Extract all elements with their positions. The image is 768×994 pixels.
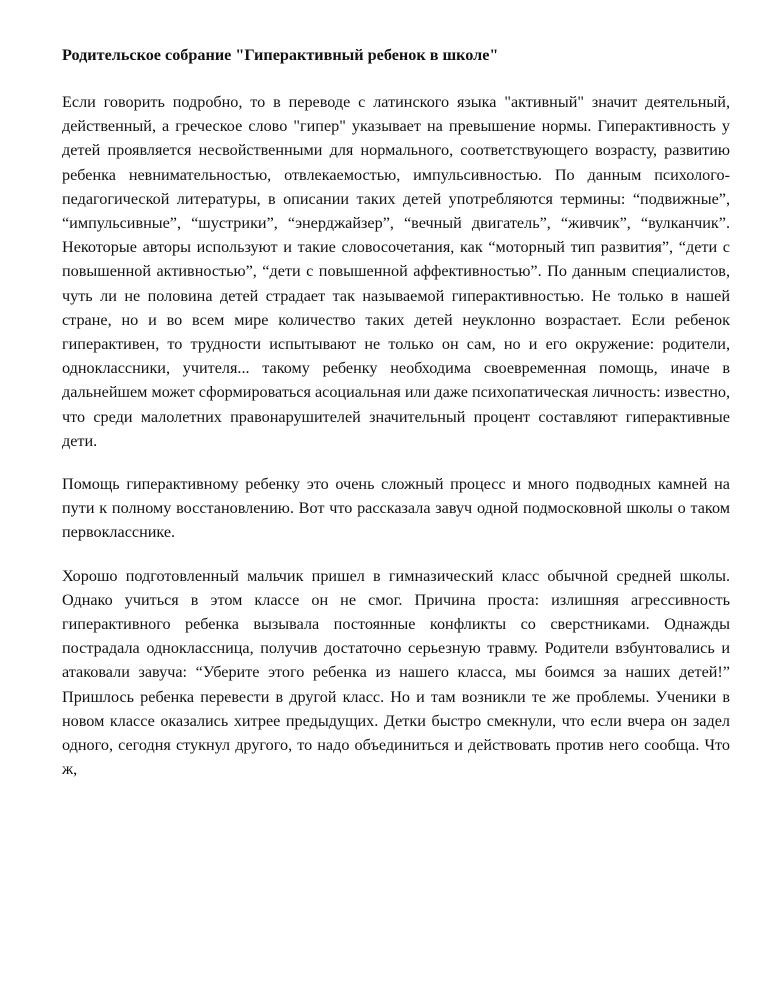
document-page [62,44,730,781]
paragraph-definition: Если говорить подробно, то в переводе с латинского языка "активный" значит деятельный, действенный, а греческое слово "гипер" указывает на превышение нормы. Гиперактивность у детей проявляется несвойственными для нормального, соответствующего возрасту, развитию ребенка невнимательностью, отвлекаемостью, импульсивностью. По данным психолого-педагогической литературы, в описании таких детей употребляются термины: “подвижные”, “импульсивные”, “шустрики”, “энерджайзер”, “вечный двигатель”, “живчик”, “вулканчик”. Некоторые авторы используют и такие словосочетания, как “моторный тип развития”, “дети с повышенной активностью”, “дети с повышенной аффективностью”. По данным специалистов, чуть ли не половина детей страдает так называемой гиперактивностью. Не только в нашей стране, но и во всем мире количество таких детей неуклонно возрастает. Если ребенок гиперактивен, то трудности испытывают не только он сам, но и его окружение: родители, одноклассники, учителя... такому ребенку необходима своевременная помощь, иначе в дальнейшем может сформироваться асоциальная или даже психопатическая личность: известно, что среди малолетних правонарушителей значительный процент составляют гиперактивные дети. [62,93,730,450]
paragraph-help: Помощь гиперактивному ребенку это очень сложный процесс и много подводных камней на пути к полному восстановлению. Вот что рассказала завуч одной подмосковной школы о таком первокласснике. [62,475,730,542]
document-title: Родительское собрание "Гиперактивный ребенок в школе" [62,46,499,64]
paragraph-story: Хорошо подготовленный мальчик пришел в гимназический класс обычной средней школы. Однако учиться в этом классе он не смог. Причина проста: излишняя агрессивность гиперактивного ребенка вызывала постоянные конфликты со сверстниками. Однажды пострадала одноклассница, получив достаточно серьезную травму. Родители взбунтовались и атаковали завуча: “Уберите этого ребенка из нашего класса, мы боимся за наших детей!” Пришлось ребенка перевести в другой класс. Но и там возникли те же проблемы. Ученики в новом классе оказались хитрее предыдущих. Детки быстро смекнули, что если вчера он задел одного, сегодня стукнул другого, то надо объединиться и действовать против него сообща. Что ж, [62,566,730,779]
